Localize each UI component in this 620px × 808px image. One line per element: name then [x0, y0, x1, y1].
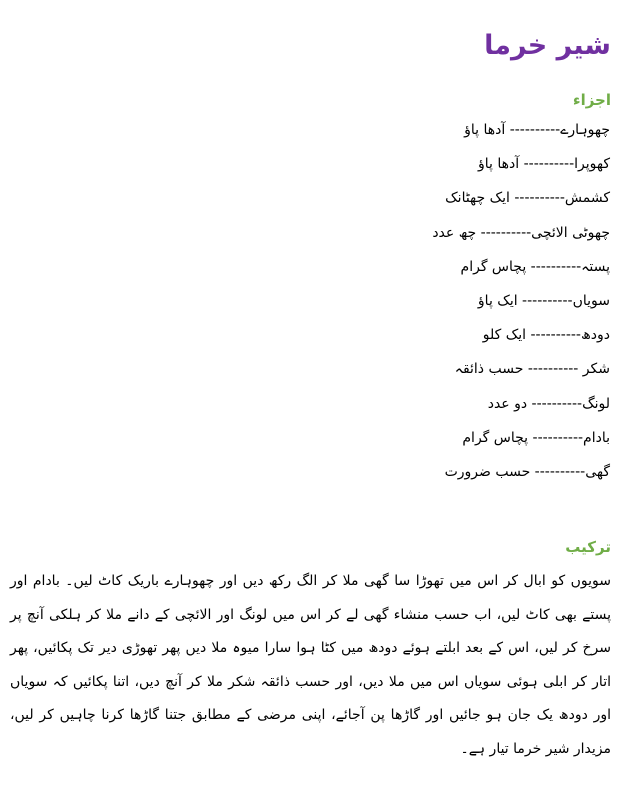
- ingredient-item: کھوپرا---------- آدھا پاؤ: [478, 156, 610, 173]
- recipe-title: شیر خرما: [484, 30, 611, 61]
- ingredient-item: گھی---------- حسب ضرورت: [444, 463, 610, 480]
- ingredient-item: دودھ---------- ایک کلو: [482, 327, 610, 344]
- ingredient-item: بادام---------- پچاس گرام: [462, 429, 610, 446]
- method-paragraph: سویوں کو ابال کر اس میں تھوڑا سا گھی ملا کر الگ رکھ دیں اور چھوہارے باریک کاٹ لیں۔ بادام اور پستے بھی کاٹ لیں، اب حسب منشاء گھی لے کر اس میں لونگ اور الائچی کے دانے ملا کر ہلکی آنچ پر سرخ کر لیں، اس کے بعد ابلتے ہوئے دودھ میں کٹا ہوا سارا میوہ ملا دیں پھر تھوڑی دیر تک پکائیں، پھر اتار کر ابلی ہوئی سویاں اس میں ملا دیں، اور حسب ذائقہ شکر ملا کر آنچ دیں، اتنا پکائیں کہ سویاں اور دودھ یک جان ہو جائیں اور گاڑھا پن آجائے، اپنی مرضی کے مطابق جتنا گاڑھا کرنا چاہیں کر لیں، مزیدار شیر خرما تیار ہے۔: [10, 573, 611, 757]
- ingredient-item: کشمش---------- ایک چھٹانک: [445, 190, 610, 207]
- ingredient-item: سویاں---------- ایک پاؤ: [477, 292, 610, 309]
- ingredient-item: چھوہارے---------- آدھا پاؤ: [464, 122, 610, 138]
- ingredient-item: لونگ---------- دو عدد: [487, 395, 610, 412]
- ingredient-item: شکر ---------- حسب ذائقہ: [454, 361, 610, 378]
- ingredient-item: چھوٹی الائچی---------- چھ عدد: [432, 224, 610, 241]
- ingredients-heading: اجزاء: [572, 91, 611, 109]
- ingredient-item: پستہ---------- پچاس گرام: [460, 258, 610, 275]
- ingredients-list: [432, 120, 610, 496]
- method-heading: ترکیب: [565, 538, 611, 556]
